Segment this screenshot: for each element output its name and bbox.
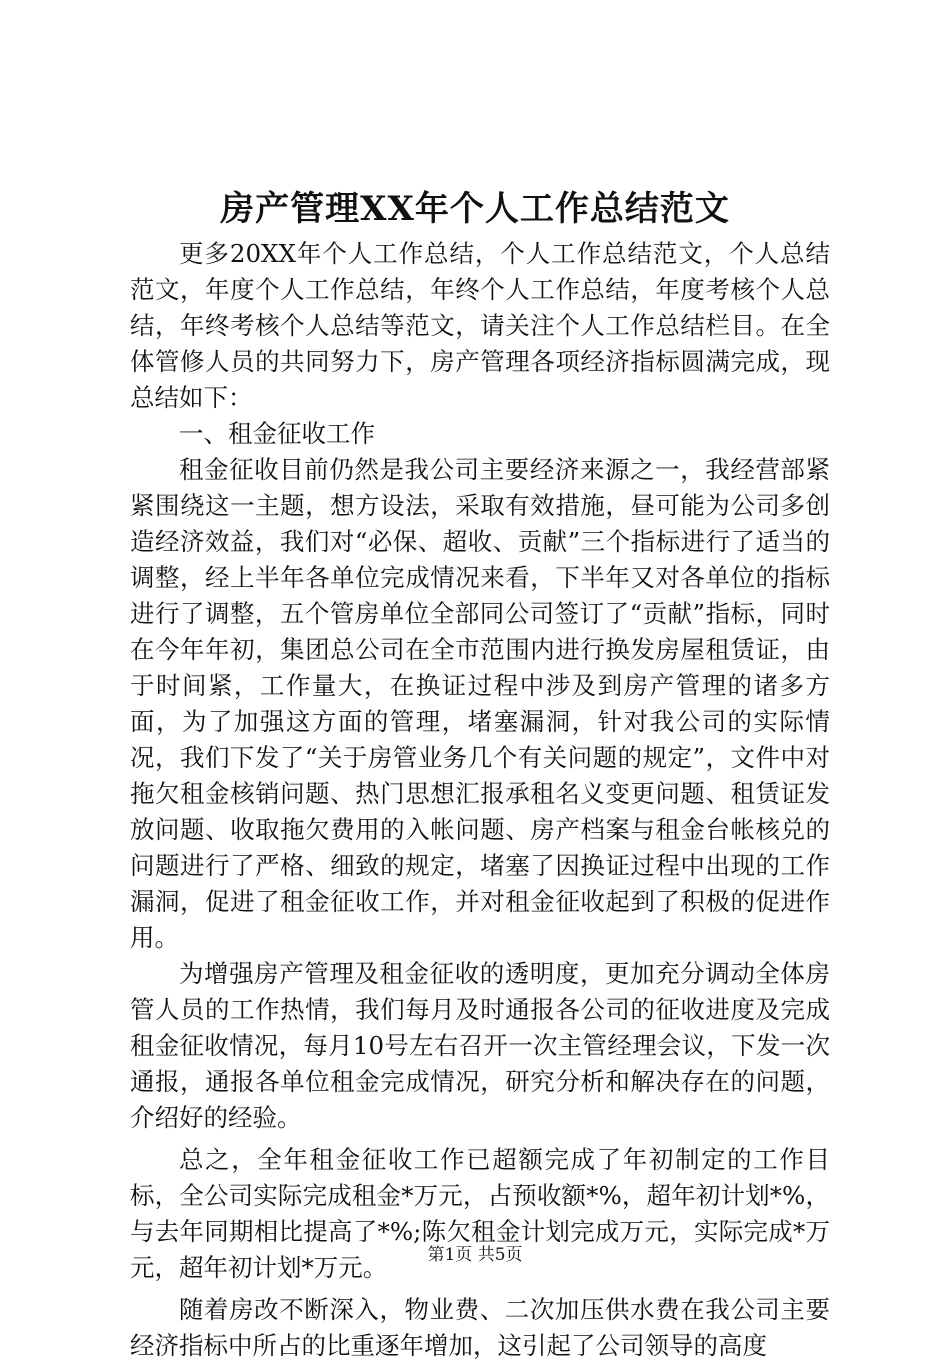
paragraph-housing-reform: 随着房改不断深入，物业费、二次加压供水费在我公司主要经济指标中所占的比重逐年增加，这引起了公司领导的高度	[130, 1295, 830, 1360]
paragraph-summary: 总之，全年租金征收工作已超额完成了年初制定的工作目标，全公司实际完成租金*万元，占预收额*%，超年初计划*%，与去年同期相比提高了*%;陈欠租金计划完成万元，实际完成*万元，超年初计划*万元。	[130, 1145, 830, 1282]
paragraph-intro: 更多20XX年个人工作总结，个人工作总结范文，个人总结范文，年度个人工作总结，年终个人工作总结，年度考核个人总结，年终考核个人总结等范文，请关注个人工作总结栏目。在全体管修人员的共同努力下，房产管理各项经济指标圆满完成，现总结如下：	[130, 239, 830, 412]
paragraph-transparency: 为增强房产管理及租金征收的透明度，更加充分调动全体房管人员的工作热情，我们每月及时通报各公司的征收进度及完成租金征收情况，每月10号左右召开一次主管经理会议，下发一次通报，通报各单位租金完成情况，研究分析和解决存在的问题，介绍好的经验。	[130, 959, 830, 1132]
paragraph-rent-collection: 租金征收目前仍然是我公司主要经济来源之一，我经营部紧紧围绕这一主题，想方设法，采取有效措施，昼可能为公司多创造经济效益，我们对“必保、超收、贡献”三个指标进行了适当的调整，经上半年各单位完成情况来看，下半年又对各单位的指标进行了调整，五个管房单位全部同公司签订了“贡献”指标，同时在今年年初，集团总公司在全市范围内进行换发房屋租赁证，由于时间紧，工作量大，在换证过程中涉及到房产管理的诸多方面，为了加强这方面的管理，堵塞漏洞，针对我公司的实际情况，我们下发了“关于房管业务几个有关问题的规定”，文件中对拖欠租金核销问题、热门思想汇报承租名义变更问题、租赁证发放问题、收取拖欠费用的入帐问题、房产档案与租金台帐核兑的问题进行了严格、细致的规定，堵塞了因换证过程中出现的工作漏洞，促进了租金征收工作，并对租金征收起到了积极的促进作用。	[130, 455, 830, 952]
document-body	[130, 236, 830, 1364]
document-title: 房产管理XX年个人工作总结范文	[220, 189, 730, 229]
page-number: 第1页 共5页	[427, 1245, 523, 1265]
section-heading-rent-collection: 一、租金征收工作	[179, 419, 375, 448]
